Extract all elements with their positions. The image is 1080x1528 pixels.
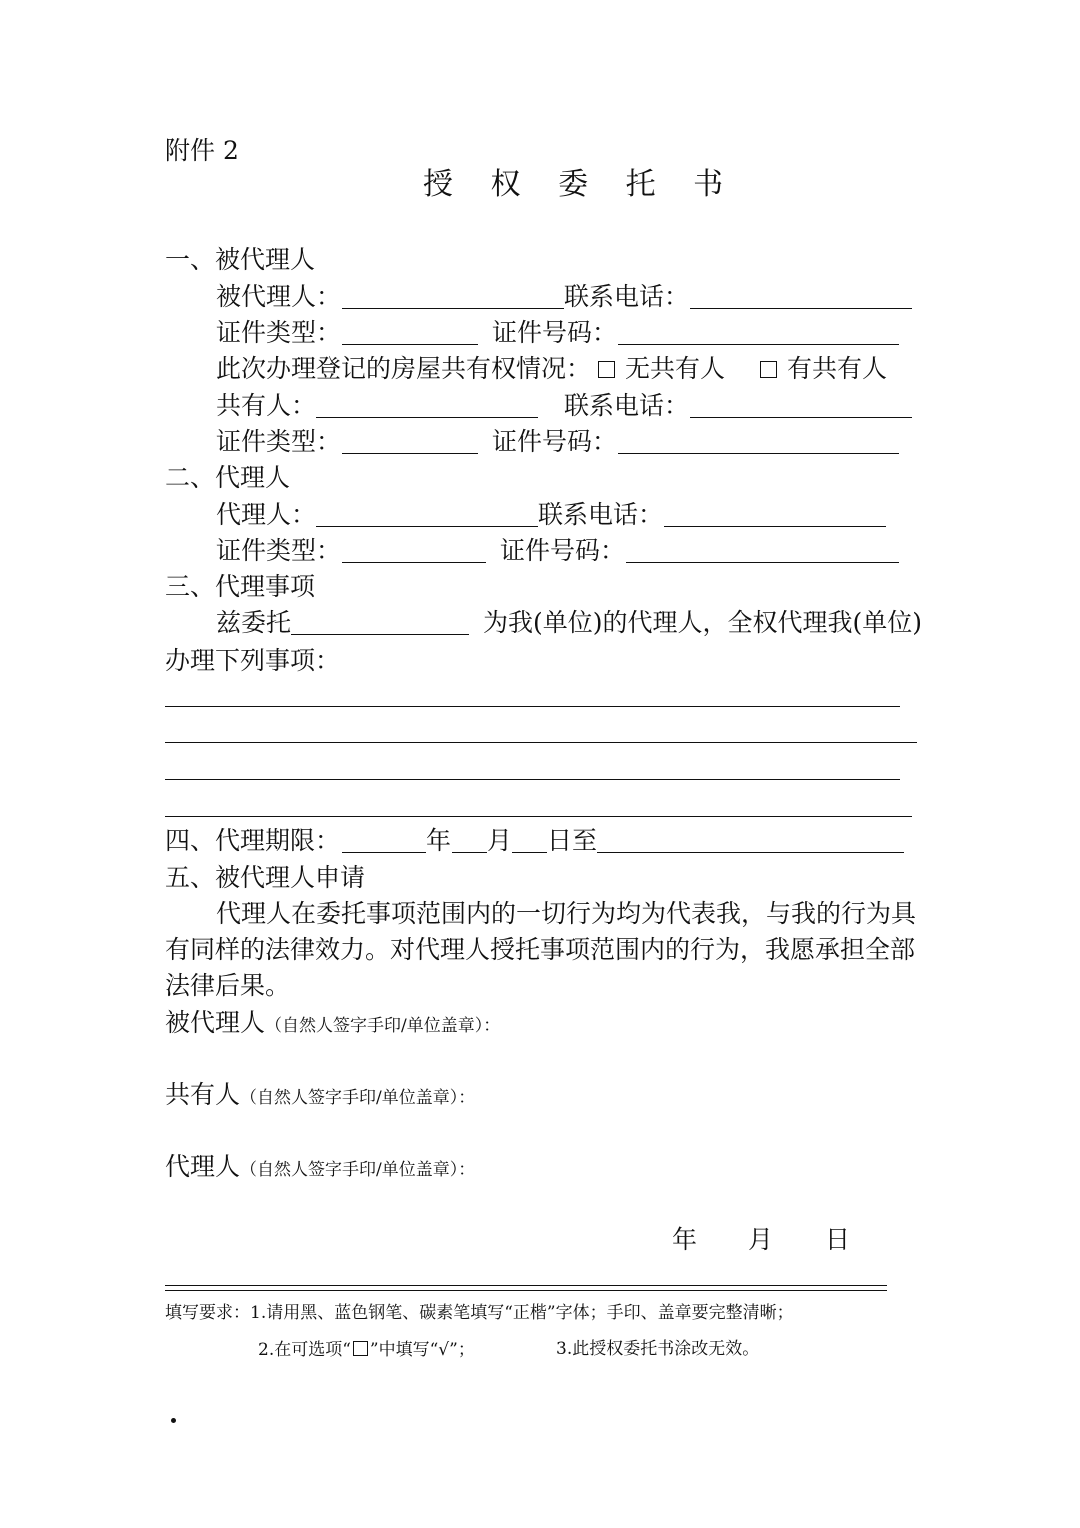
option-has-coowner[interactable]: [760, 356, 887, 381]
option-has-coowner-label: 有共有人: [787, 354, 888, 383]
matters-line-3[interactable]: [165, 779, 900, 780]
coowner-signature-label: 共有人: [165, 1080, 241, 1109]
coowner-id-type-field[interactable]: [342, 453, 478, 454]
principal-signature-label: 被代理人: [165, 1008, 266, 1037]
section5-heading: 五、被代理人申请: [165, 863, 366, 892]
page-title: 授 权 委 托 书: [423, 167, 738, 202]
entrust-suffix: 为我(单位)的代理人，全权代理我(单位): [483, 608, 923, 637]
principal-id-no-label: 证件号码：: [492, 318, 618, 347]
items-label: 办理下列事项：: [165, 646, 341, 675]
agent-label: 代理人：: [216, 500, 317, 529]
principal-id-no-field[interactable]: [618, 344, 899, 345]
checkbox-icon[interactable]: [598, 361, 615, 378]
date-year: 年: [672, 1225, 698, 1254]
period-day-to-label: 日至: [547, 826, 598, 855]
coowner-phone-label: 联系电话：: [564, 391, 690, 420]
coowner-signature-row[interactable]: [165, 1082, 475, 1107]
matters-line-2[interactable]: [165, 742, 917, 743]
date-day: 日: [825, 1225, 851, 1254]
notes-line-2: [258, 1341, 475, 1359]
divider-bottom: [165, 1290, 887, 1291]
matters-line-1[interactable]: [165, 706, 900, 707]
entrust-prefix: 兹委托: [216, 608, 292, 637]
notes-item-3: 3.此授权委托书涂改无效。: [556, 1339, 760, 1359]
coowner-label: 共有人：: [216, 391, 317, 420]
principal-label: 被代理人：: [216, 282, 342, 311]
coowner-phone-field[interactable]: [690, 417, 912, 418]
agent-phone-label: 联系电话：: [538, 500, 664, 529]
principal-name-field[interactable]: [342, 308, 564, 309]
notes-item-2b: ”中填写“√”；: [369, 1340, 475, 1360]
agent-signature-row[interactable]: [165, 1154, 475, 1179]
principal-signature-note: （自然人签字手印/单位盖章）：: [265, 1016, 501, 1036]
dot-mark: [171, 1418, 176, 1423]
principal-signature-row[interactable]: [165, 1010, 500, 1035]
coowner-name-field[interactable]: [316, 417, 538, 418]
coowner-id-type-label: 证件类型：: [216, 427, 342, 456]
date-month: 月: [748, 1225, 774, 1254]
section1-heading: 一、被代理人: [165, 245, 316, 274]
notes-line-1: [165, 1305, 794, 1322]
section2-heading: 二、代理人: [165, 463, 291, 492]
principal-phone-label: 联系电话：: [564, 282, 690, 311]
checkbox-icon[interactable]: [760, 361, 777, 378]
agent-signature-label: 代理人: [165, 1152, 241, 1181]
entrusted-agent-field[interactable]: [291, 634, 469, 635]
option-no-coowner[interactable]: [598, 356, 725, 381]
agent-id-type-field[interactable]: [342, 562, 486, 563]
agent-signature-note: （自然人签字手印/单位盖章）：: [240, 1160, 476, 1180]
section4-label: 四、代理期限：: [165, 826, 341, 855]
matters-line-4[interactable]: [165, 816, 912, 817]
checkbox-icon: [353, 1341, 368, 1356]
period-start-year-field[interactable]: [342, 852, 426, 853]
period-start-month-field[interactable]: [452, 852, 487, 853]
declaration-line-1: 代理人在委托事项范围内的一切行为均为代表我，与我的行为具: [216, 899, 917, 928]
attachment-label: 附件 2: [165, 136, 239, 165]
period-end-field[interactable]: [597, 852, 904, 853]
coowner-id-no-label: 证件号码：: [492, 427, 618, 456]
agent-name-field[interactable]: [316, 526, 538, 527]
notes-item-2a: 2.在可选项“: [258, 1340, 351, 1360]
coowner-question: 此次办理登记的房屋共有权情况：: [216, 354, 592, 383]
coowner-id-no-field[interactable]: [618, 453, 899, 454]
notes-prefix: 填写要求：: [165, 1303, 250, 1323]
period-year-label: 年: [426, 826, 452, 855]
declaration-line-2: 有同样的法律效力。对代理人授托事项范围内的行为，我愿承担全部: [165, 935, 916, 964]
principal-id-type-label: 证件类型：: [216, 318, 342, 347]
agent-id-no-field[interactable]: [626, 562, 899, 563]
principal-id-type-field[interactable]: [342, 344, 478, 345]
period-start-day-field[interactable]: [512, 852, 547, 853]
divider-top: [165, 1285, 887, 1286]
period-month-label: 月: [487, 826, 513, 855]
declaration-line-3: 法律后果。: [165, 971, 291, 1000]
agent-id-no-label: 证件号码：: [500, 536, 626, 565]
agent-id-type-label: 证件类型：: [216, 536, 342, 565]
option-no-coowner-label: 无共有人: [625, 354, 726, 383]
agent-phone-field[interactable]: [664, 526, 886, 527]
notes-item-1: 1.请用黑、蓝色钢笔、碳素笔填写“正楷”字体；手印、盖章要完整清晰；: [250, 1303, 794, 1323]
coowner-signature-note: （自然人签字手印/单位盖章）：: [240, 1088, 476, 1108]
section3-heading: 三、代理事项: [165, 572, 316, 601]
principal-phone-field[interactable]: [690, 308, 912, 309]
